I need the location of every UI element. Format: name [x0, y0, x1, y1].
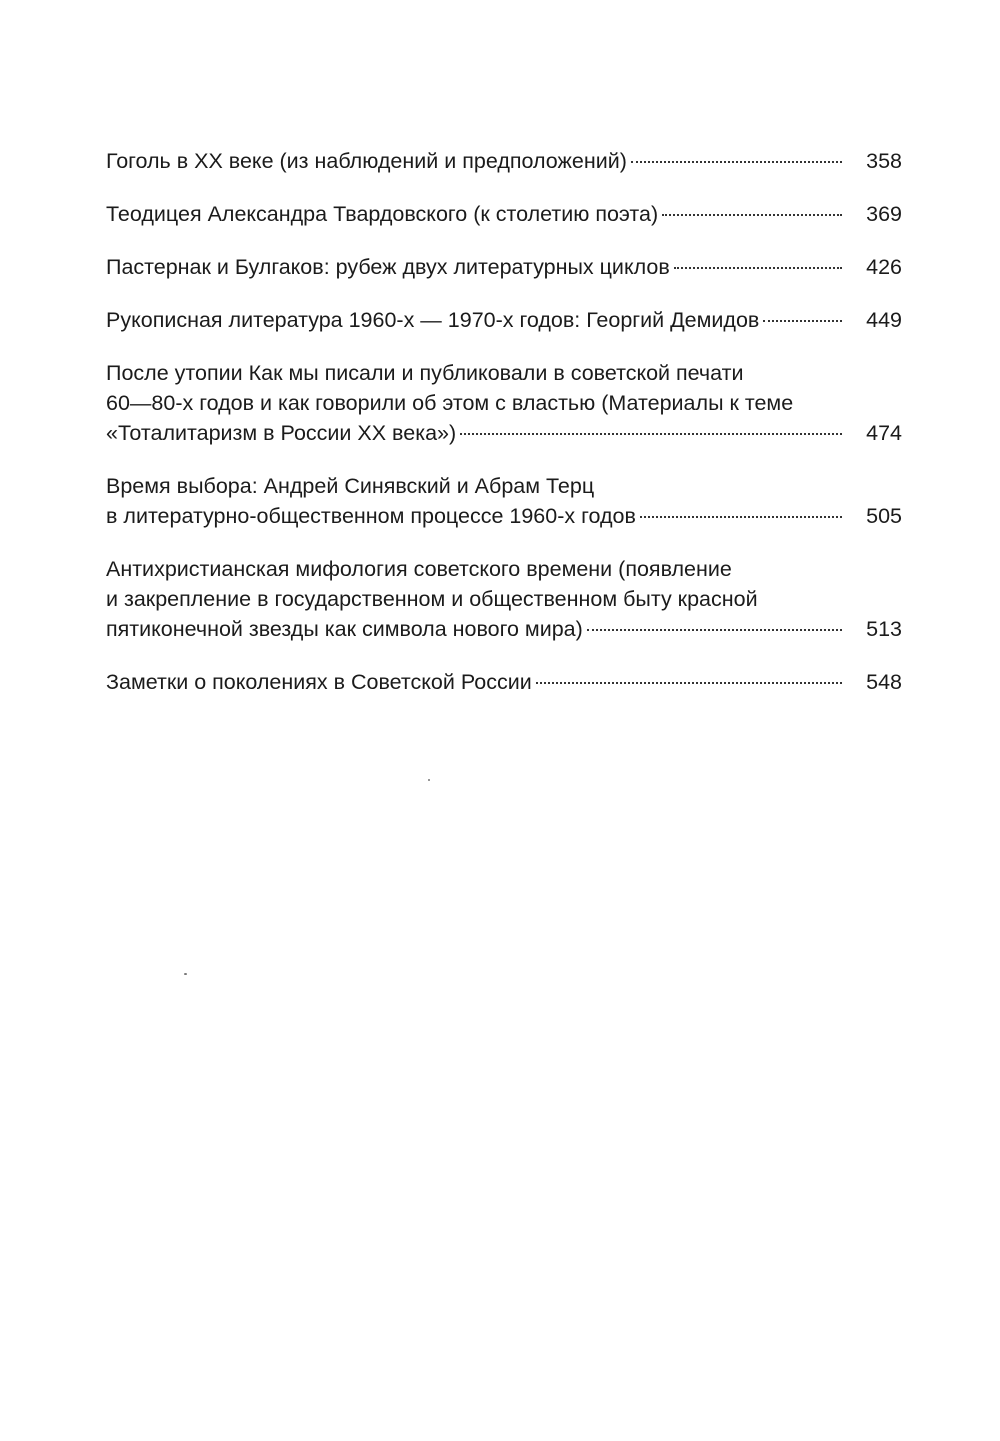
- toc-entry-title-line: Антихристианская мифология советского времени (появление: [106, 557, 732, 581]
- toc-entry-title: Рукописная литература 1960-х — 1970-х годов: Георгий Демидов: [106, 308, 760, 332]
- toc-page-number: 505: [866, 504, 902, 528]
- toc-entry-row: [106, 199, 902, 229]
- dot-leader: [631, 161, 842, 163]
- toc-entry-title-line: и закрепление в государственном и общественном быту красной: [106, 587, 758, 611]
- print-speck: [428, 779, 430, 781]
- toc-entry-row: [106, 501, 902, 531]
- toc-entry-title: «Тоталитаризм в России XX века»): [106, 421, 457, 445]
- toc-entry-title: пятиконечной звезды как символа нового мира): [106, 617, 583, 641]
- toc-entry-title: Заметки о поколениях в Советской России: [106, 670, 532, 694]
- toc-entry-row: [106, 252, 902, 282]
- toc-entry-title: Гоголь в XX веке (из наблюдений и предположений): [106, 149, 627, 173]
- toc-entry[interactable]: [106, 358, 902, 448]
- dot-leader: [587, 629, 842, 631]
- dot-leader: [763, 320, 842, 322]
- toc-page-number: 513: [866, 617, 902, 641]
- toc-page-number: 474: [866, 421, 902, 445]
- toc-entry[interactable]: [106, 305, 902, 335]
- toc-entry[interactable]: [106, 252, 902, 282]
- toc-page-number: 426: [866, 255, 902, 279]
- toc-entry-row: [106, 614, 902, 644]
- toc-entry-title: в литературно-общественном процессе 1960-х годов: [106, 504, 636, 528]
- dot-leader: [536, 682, 842, 684]
- toc-page-number: 369: [866, 202, 902, 226]
- toc-page-number: 358: [866, 149, 902, 173]
- toc-entry[interactable]: [106, 667, 902, 697]
- dot-leader: [674, 267, 842, 269]
- toc-page-number: 449: [866, 308, 902, 332]
- dot-leader: [460, 433, 842, 435]
- toc-entry-row: [106, 667, 902, 697]
- table-of-contents: [106, 146, 902, 720]
- dot-leader: [640, 516, 842, 518]
- toc-entry-title-line: Время выбора: Андрей Синявский и Абрам Терц: [106, 474, 595, 498]
- toc-entry-title: Пастернак и Булгаков: рубеж двух литературных циклов: [106, 255, 670, 279]
- toc-entry[interactable]: [106, 471, 902, 531]
- toc-entry-title-line: 60—80-х годов и как говорили об этом с властью (Материалы к теме: [106, 391, 794, 415]
- toc-entry-row: [106, 418, 902, 448]
- toc-entry-row: [106, 146, 902, 176]
- print-speck: [184, 973, 187, 975]
- toc-entry-title-line: После утопии Как мы писали и публиковали в советской печати: [106, 361, 744, 385]
- toc-page-number: 548: [866, 670, 902, 694]
- toc-entry-row: [106, 305, 902, 335]
- toc-entry-title: Теодицея Александра Твардовского (к столетию поэта): [106, 202, 659, 226]
- toc-entry[interactable]: [106, 554, 902, 644]
- toc-entry[interactable]: [106, 199, 902, 229]
- toc-entry[interactable]: [106, 146, 902, 176]
- dot-leader: [662, 214, 842, 216]
